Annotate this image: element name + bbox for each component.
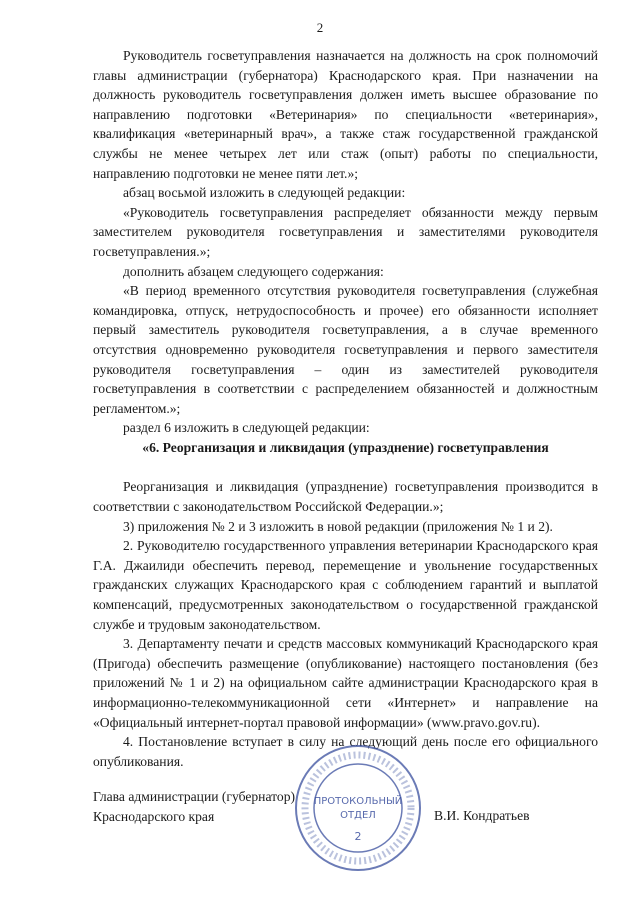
- signatory-title-line: Краснодарского края: [93, 809, 215, 824]
- paragraph: дополнить абзацем следующего содержания:: [123, 263, 384, 279]
- section-heading: «6. Реорганизация и ликвидация (упразднение) госветуправления: [142, 439, 549, 455]
- document-body: [93, 46, 598, 771]
- paragraph: 2. Руководителю государственного управления ветеринарии Краснодарского края Г.А. Джаилиди обеспечить перевод, перемещение и увольнение государственных гражданских служащих Краснодарского края с соблюдением гарантий и выплатой компенсаций, предусмотренных законодательством о государственной гражданской службе и трудовым законодательством.: [93, 538, 598, 632]
- stamp-text-line1: ПРОТОКОЛЬНЫЙ: [313, 796, 403, 807]
- paragraph: 3) приложения № 2 и 3 изложить в новой редакции (приложения № 1 и 2).: [123, 518, 553, 534]
- stamp-number: 2: [354, 830, 362, 843]
- paragraph: 3. Департаменту печати и средств массовых коммуникаций Краснодарского края (Пригода) обеспечить размещение (опубликование) настоящего постановления (без приложений № 1 и 2) на официальном сайте администрации Краснодарского края в информационно-телекоммуникационной сети «Интернет» и направление на «Официальный интернет-портал правовой информации» (www.pravo.gov.ru).: [93, 636, 598, 730]
- stamp-text-line2: ОТДЕЛ: [340, 810, 376, 821]
- signatory-title-line: Глава администрации (губернатор): [93, 789, 296, 804]
- paragraph: «В период временного отсутствия руководителя госветуправления (служебная командировка, отпуск, нетрудоспособность и прочее) его обязанности исполняет первый заместитель руководителя госветуправления, а в случае временного отсутствия одновременно руководителя госветуправления и первого заместителя руководителя госветуправления – один из заместителей руководителя госветуправления в соответствии с распределением обязанностей и должностным регламентом.»;: [93, 283, 598, 416]
- paragraph: «Руководитель госветуправления распределяет обязанности между первым заместителем руководителя госветуправления и заместителями руководителя госветуправления.»;: [93, 204, 598, 259]
- official-stamp: [292, 742, 424, 874]
- signatory-name: В.И. Кондратьев: [434, 808, 530, 823]
- stamp-ring-pattern: [305, 755, 411, 861]
- paragraph: Руководитель госветуправления назначается на должность на срок полномочий главы администрации (губернатора) Краснодарского края. При назначении на должность руководитель госветуправления должен иметь высшее образование по направлению подготовки «Ветеринария» по специальности «ветеринария», квалификация «ветеринарный врач», а также стаж государственной гражданской службы не менее четырех лет или стаж (опыт) работы по специальности, направлению подготовки не менее пяти лет.»;: [93, 48, 598, 181]
- spacer: [93, 457, 598, 477]
- page-number: 2: [316, 20, 324, 35]
- paragraph: абзац восьмой изложить в следующей редакции:: [123, 185, 406, 201]
- paragraph: Реорганизация и ликвидация (упразднение) госветуправления производится в соответствии с законодательством Российской Федерации.»;: [93, 479, 598, 515]
- signatory-title: [93, 787, 295, 827]
- paragraph: 4. Постановление вступает в силу на следующий день после его официального опубликования.: [93, 734, 598, 769]
- paragraph: раздел 6 изложить в следующей редакции:: [123, 420, 370, 436]
